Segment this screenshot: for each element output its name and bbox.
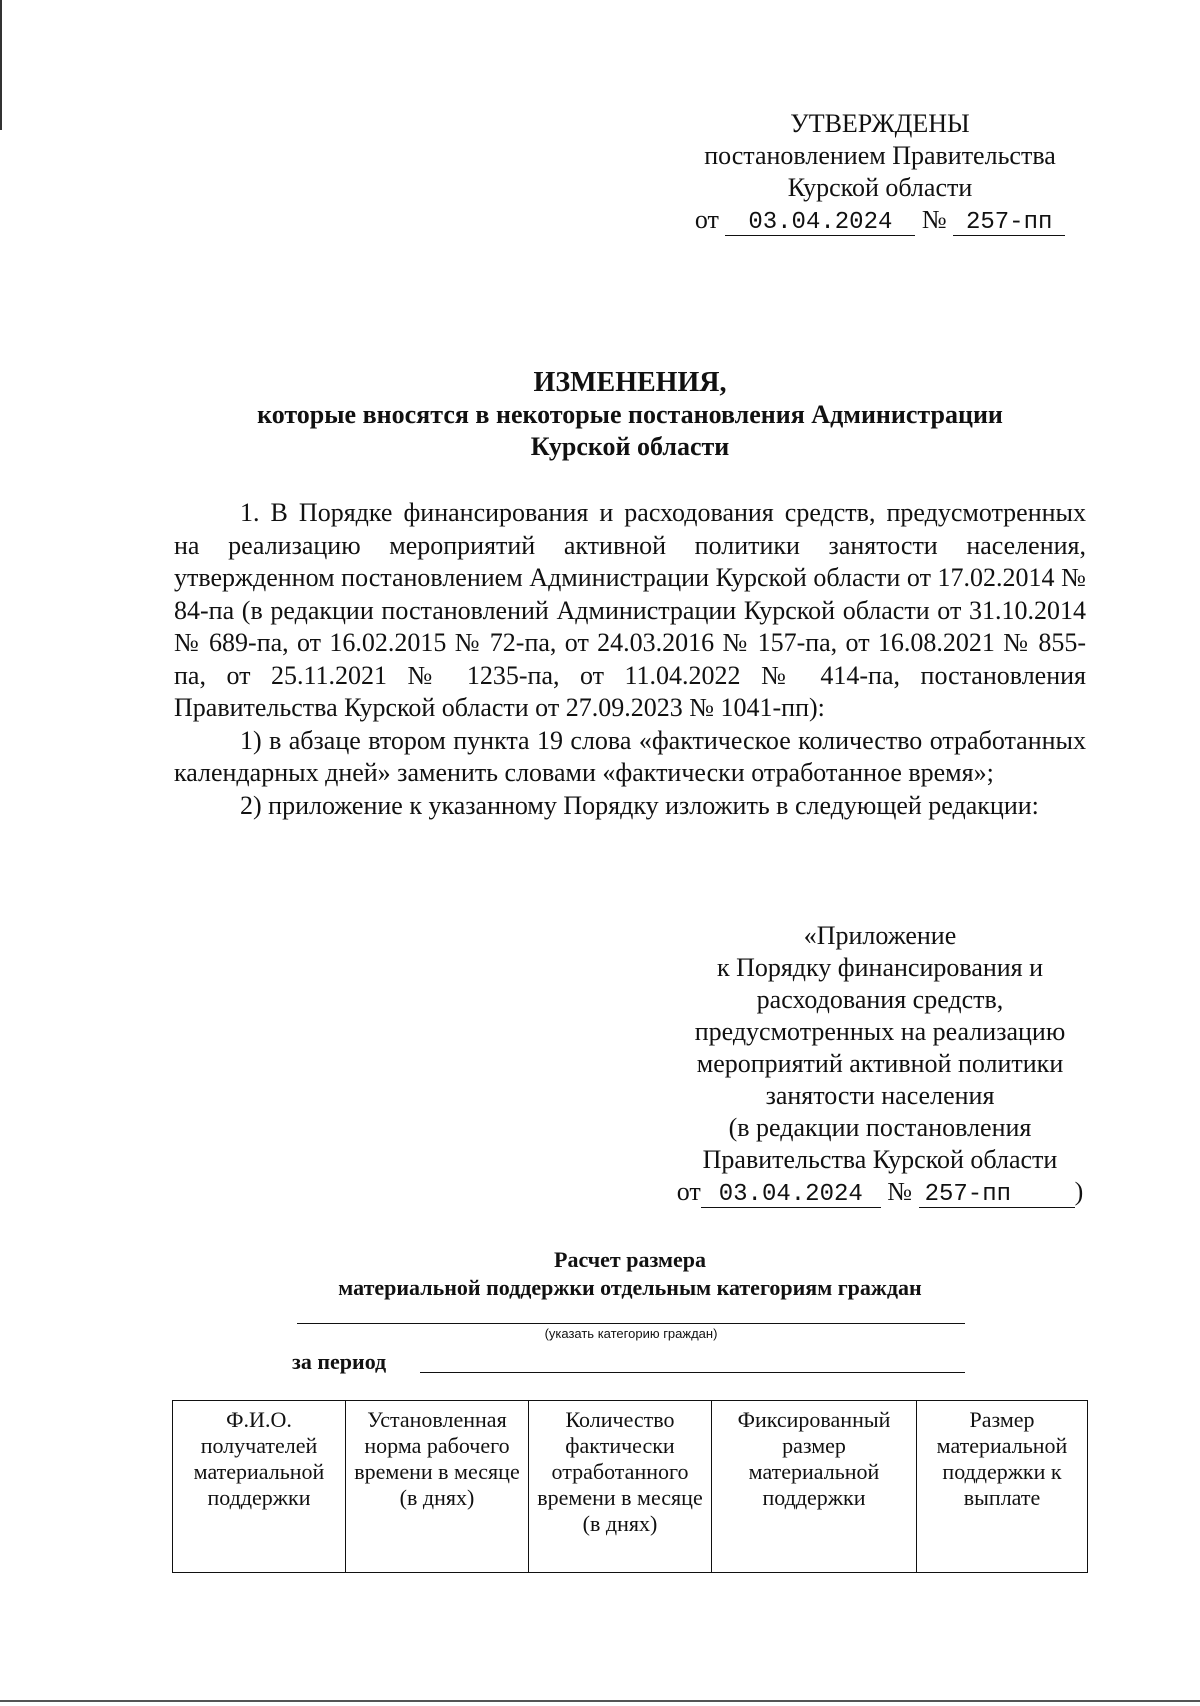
title-sub-1: которые вносятся в некоторые постановления Администрации [257, 400, 1003, 429]
paragraph-1: 1. В Порядке финансирования и расходования средств, предусмотренных на реализацию мероприятий активной политики занятости населения, утвержденном постановлением Администрации Курской области от 17.02.2014 № 84-па (в редакции постановлений Администрации Курской области от 31.10.2014 № 689-па, от 16.02.2015 № 72-па, от 24.03.2016 № 157-па, от 16.08.2021 № 855-па, от 25.11.2021 № 1235-па, от 11.04.2022 № 414-па, постановления Правительства Курской области от 27.09.2023 № 1041-пп): [174, 498, 1086, 722]
annex-closing: ) [1074, 1177, 1084, 1206]
annex-line: предусмотренных на реализацию [694, 1017, 1066, 1046]
calculation-table [172, 1400, 1088, 1573]
calculation-title [200, 1246, 1060, 1302]
document-title [170, 367, 1090, 463]
period-label: за период [292, 1349, 387, 1374]
table-header-row [173, 1401, 1088, 1573]
table-header-cell: Количество фактически отработанного времени в месяце (в днях) [529, 1401, 712, 1573]
table-header-cell: Размер материальной поддержки к выплате [917, 1401, 1088, 1573]
title-sub-2: Курской области [530, 432, 730, 461]
approval-date-line [660, 204, 1100, 236]
annex-block [650, 920, 1110, 1208]
calculation-title-1: Расчет размера [554, 1247, 706, 1272]
category-blank-line [297, 1323, 965, 1324]
annex-date-line [650, 1176, 1110, 1208]
annex-number: 257-пп [919, 1183, 1075, 1208]
table-header-cell: Установленная норма рабочего времени в месяце (в днях) [346, 1401, 529, 1573]
annex-line: занятости населения [765, 1081, 995, 1110]
approval-date: 03.04.2024 [725, 211, 915, 236]
approval-heading: УТВЕРЖДЕНЫ [790, 109, 970, 138]
annex-line: расходования средств, [756, 985, 1004, 1014]
annex-date-prefix: от [676, 1177, 701, 1206]
period-blank-line [420, 1372, 965, 1373]
body-text [174, 497, 1086, 822]
paragraph-2: 1) в абзаце втором пункта 19 слова «фактическое количество отработанных календарных дней» заменить словами «фактически отработанное время»; [174, 725, 1086, 787]
title-main: ИЗМЕНЕНИЯ, [533, 367, 727, 398]
approval-line-2: постановлением Правительства [704, 141, 1056, 170]
calculation-title-2: материальной поддержки отдельным категориям граждан [338, 1275, 922, 1300]
annex-line: к Порядку финансирования и [716, 953, 1044, 982]
approval-date-prefix: от [694, 205, 719, 234]
approval-number: 257-пп [953, 211, 1065, 236]
annex-line: «Приложение [803, 921, 957, 950]
page-edge-left [0, 0, 2, 130]
paragraph-3: 2) приложение к указанному Порядку изложить в следующей редакции: [240, 790, 1039, 820]
annex-line: мероприятий активной политики [696, 1049, 1064, 1078]
table-header-cell: Ф.И.О. получателей материальной поддержки [173, 1401, 346, 1573]
approval-line-3: Курской области [787, 173, 973, 202]
annex-date: 03.04.2024 [701, 1183, 881, 1208]
annex-line: (в редакции постановления [728, 1113, 1032, 1142]
annex-number-prefix: № [887, 1177, 913, 1206]
table-header-cell: Фиксированный размер материальной поддержки [712, 1401, 917, 1573]
page-edge-bottom [0, 1700, 1200, 1702]
approval-number-prefix: № [921, 205, 947, 234]
approval-block [660, 108, 1100, 236]
annex-line: Правительства Курской области [702, 1145, 1058, 1174]
category-hint: (указать категорию граждан) [544, 1326, 718, 1341]
